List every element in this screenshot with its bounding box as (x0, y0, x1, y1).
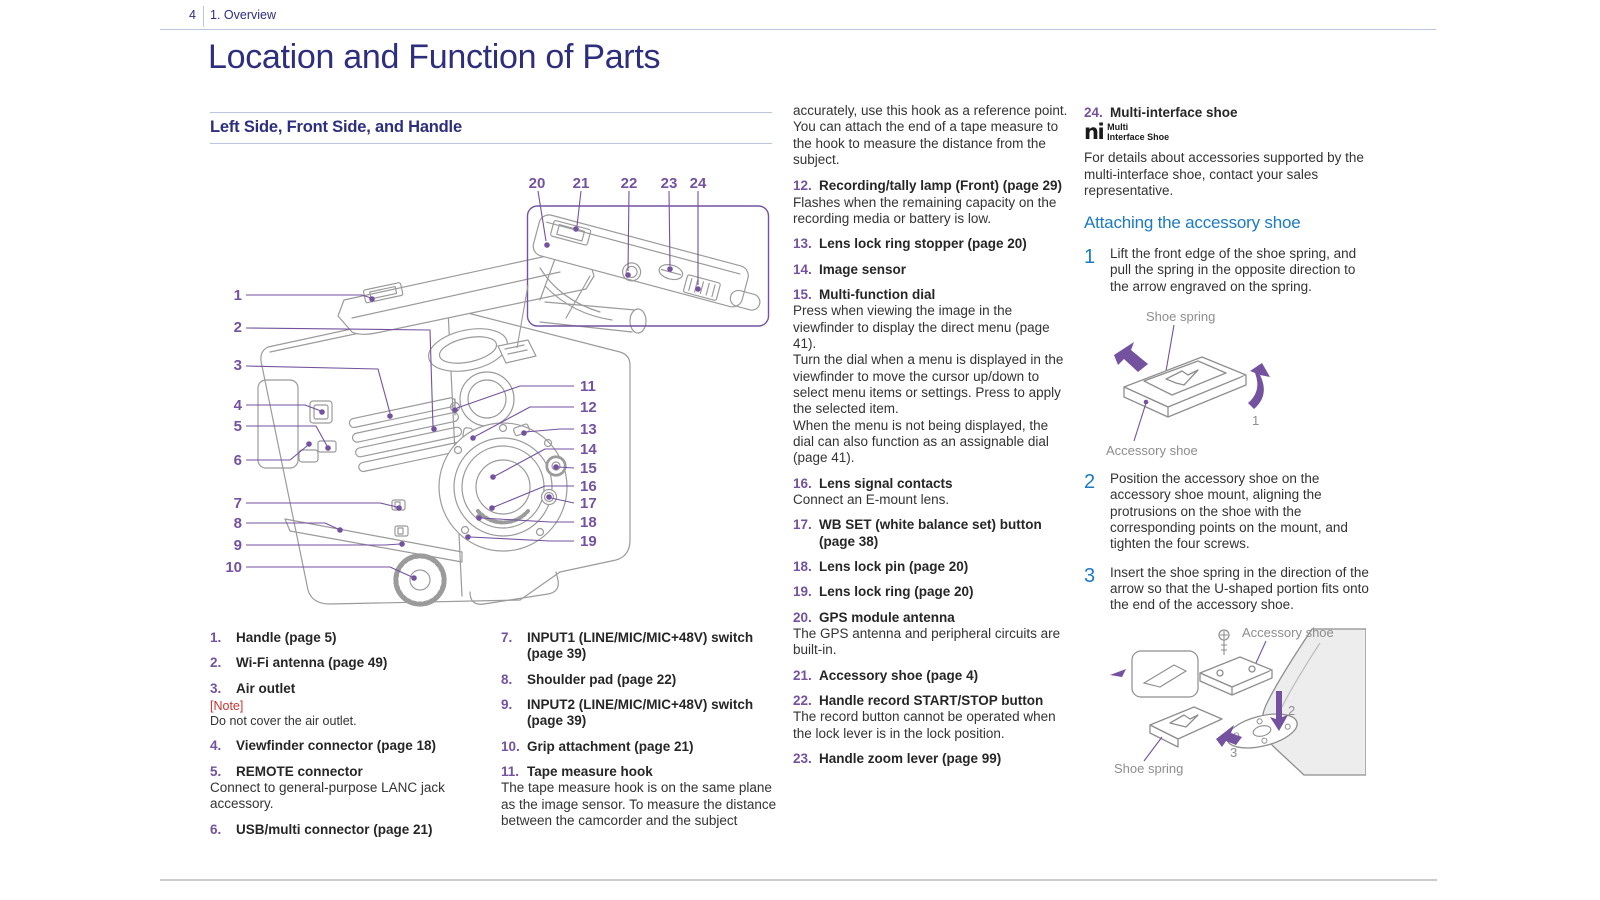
svg-text:3: 3 (1230, 745, 1238, 761)
item-number: 3. (210, 680, 222, 696)
list-item: 18. Lens lock pin (page 20) (793, 558, 969, 574)
parts-list-column-1 (210, 630, 482, 847)
svg-text:9: 9 (233, 537, 242, 554)
step-1: 1 Lift the front edge of the shoe spring, and pull the spring in the opposite direction to the arrow engraved on the spring. (1084, 245, 1357, 294)
svg-text:8: 8 (233, 515, 242, 532)
list-item: 9. INPUT2 (LINE/MIC/MIC+48V) switch (page 39) (501, 696, 754, 729)
item-number: 8. (501, 671, 513, 687)
item-number: 9. (501, 696, 513, 712)
parts-list-column-2 (501, 630, 783, 838)
svg-text:1: 1 (1252, 412, 1260, 428)
item-number: 22. (793, 692, 812, 708)
svg-text:24: 24 (689, 175, 707, 192)
svg-text:20: 20 (528, 175, 546, 192)
svg-text:10: 10 (225, 559, 242, 576)
item-number: 15. (793, 286, 812, 302)
svg-text:16: 16 (580, 478, 597, 495)
list-item: 13. Lens lock ring stopper (page 20) (793, 236, 1027, 252)
multi-interface-shoe-logo: ni Multi Interface Shoe (1084, 120, 1170, 145)
list-item: 16. Lens signal contacts Connect an E-mount lens. (793, 475, 953, 507)
step-number: 2 (1084, 470, 1096, 493)
list-item: 17. WB SET (white balance set) button (page 38) (793, 517, 1042, 549)
header-rule (160, 29, 1436, 30)
svg-text:Shoe spring: Shoe spring (1114, 761, 1184, 777)
list-item: 20. GPS module antenna The GPS antenna and peripheral circuits are built-in. (793, 609, 1061, 658)
svg-text:3: 3 (233, 357, 242, 374)
list-item: 5. REMOTE connector Connect to general-purpose LANC jack accessory. (210, 763, 445, 812)
list-item: 6. USB/multi connector (page 21) (210, 821, 433, 837)
item-number: 6. (210, 821, 222, 837)
item-number: 2. (210, 655, 222, 671)
note-label: [Note] (210, 698, 244, 713)
page-number: 4 (189, 8, 196, 22)
item-number: 19. (793, 584, 812, 600)
item-number: 4. (210, 738, 222, 754)
list-item: 1. Handle (page 5) (210, 630, 337, 645)
section-rule-bottom (210, 143, 772, 144)
svg-text:4: 4 (233, 397, 242, 414)
svg-text:6: 6 (233, 452, 242, 469)
step-number: 1 (1084, 245, 1096, 268)
header-divider (203, 6, 204, 27)
item-number: 10. (501, 738, 520, 754)
section-heading: Left Side, Front Side, and Handle (210, 118, 462, 136)
list-item: 22. Handle record START/STOP button The record button cannot be operated when the lock lever is in the lock position. (793, 692, 1056, 741)
item-number: 21. (793, 667, 812, 683)
item-number: 18. (793, 558, 812, 574)
list-item: 12. Recording/tally lamp (Front) (page 29) Flashes when the remaining capacity on the recording media or battery is low. (793, 178, 1063, 226)
item-number: 13. (793, 236, 812, 252)
section-heading-block (210, 112, 772, 144)
svg-text:21: 21 (572, 175, 590, 192)
svg-text:15: 15 (580, 460, 597, 477)
svg-text:18: 18 (580, 514, 597, 531)
svg-text:1: 1 (233, 287, 242, 304)
list-item: 3. Air outlet (210, 680, 296, 696)
item-number: 17. (793, 517, 812, 533)
list-item: 24. Multi-interface shoe (1084, 105, 1238, 120)
svg-text:12: 12 (580, 399, 597, 416)
list-item: 7. INPUT1 (LINE/MIC/MIC+48V) switch (page 39) (501, 630, 754, 662)
svg-text:19: 19 (580, 533, 597, 550)
parts-list-column-3 (793, 103, 1069, 776)
item-number: 24. (1084, 105, 1103, 120)
figure-shoe-spring-removal (1104, 307, 1369, 463)
svg-text:14: 14 (580, 441, 597, 458)
list-item: 4. Viewfinder connector (page 18) (210, 738, 437, 754)
list-item: 14. Image sensor (793, 261, 907, 277)
item-number: 23. (793, 750, 812, 766)
svg-text:2: 2 (1288, 703, 1296, 719)
item-number: 14. (793, 261, 812, 277)
svg-text:17: 17 (580, 495, 597, 512)
svg-text:22: 22 (620, 175, 638, 192)
svg-text:11: 11 (580, 378, 596, 395)
svg-text:2: 2 (233, 319, 242, 336)
page-bottom-rule (160, 879, 1437, 881)
list-item: 10. Grip attachment (page 21) (501, 738, 694, 754)
svg-text:Accessory shoe: Accessory shoe (1106, 442, 1198, 458)
item-number: 1. (210, 630, 222, 645)
svg-text:5: 5 (233, 418, 242, 435)
item-number: 20. (793, 609, 812, 625)
chapter-label: 1. Overview (210, 8, 276, 22)
step-3: 3 Insert the shoe spring in the direction of the arrow so that the U-shaped portion fits onto the end of the accessory shoe. (1084, 564, 1369, 613)
svg-text:Shoe spring: Shoe spring (1146, 308, 1216, 324)
step-2: 2 Position the accessory shoe on the accessory shoe mount, aligning the protrusions on the shoe with the corresponding points on the mount, and tighten the four screws. (1084, 470, 1348, 552)
list-item: 8. Shoulder pad (page 22) (501, 671, 677, 687)
item-number: 7. (501, 630, 513, 645)
item-number: 12. (793, 178, 812, 194)
list-item: 19. Lens lock ring (page 20) (793, 584, 974, 600)
item-number: 11. (501, 763, 520, 779)
list-item: 23. Handle zoom lever (page 99) (793, 750, 1002, 766)
svg-text:7: 7 (233, 495, 242, 512)
column-4: 24. Multi-interface shoe ni Multi Interface Shoe For details about accessories supported by the multi-interface shoe, contact your sales representative. Attaching the accessory shoe 1 Lift the front edge of the shoe spring, and pull the spring in the opposite direction to the arrow engraved on the spring. Shoe spring 1 Accessory shoe 2 Position the accessory shoe on the accessory shoe mount, aligning the protrusions on the shoe with the corresponding points on the mount, and tighten the four screws. 3 Insert the shoe spring in the direction of the arrow so that the U-shaped portion fits onto the end of the accessory shoe. Accessory shoe 3 2 Shoe spring (1084, 105, 1369, 777)
svg-text:13: 13 (580, 421, 597, 438)
svg-text:23: 23 (660, 175, 678, 192)
note-text: Do not cover the air outlet. (210, 714, 357, 729)
list-item: 11. Tape measure hook The tape measure hook is on the same plane as the image sensor. To measure the distance between the camcorder and the subject (501, 763, 777, 828)
camera-diagram (210, 160, 785, 625)
item-number: 16. (793, 475, 812, 491)
svg-text:Accessory shoe: Accessory shoe (1242, 625, 1334, 641)
item-number: 5. (210, 763, 222, 779)
subsection-heading: Attaching the accessory shoe (1084, 213, 1301, 233)
page-title: Location and Function of Parts (208, 38, 661, 76)
continuation-paragraph: accurately, use this hook as a reference point. You can attach the end of a tape measure to the hook to measure the distance from the subject. (793, 103, 1068, 167)
list-item: 15. Multi-function dial Press when viewing the image in the viewfinder to display the direct menu (page 41). Turn the dial when a menu is displayed in the viewfinder to move the cursor up/down to select menu items or settings. Press to apply the selected item. When the menu is not being displayed, the dial can also function as an assignable dial (page 41). (793, 286, 1064, 466)
list-item: 2. Wi-Fi antenna (page 49) (210, 655, 388, 671)
list-item: 21. Accessory shoe (page 4) (793, 667, 979, 683)
step-number: 3 (1084, 564, 1096, 587)
figure-shoe-spring-insertion (1104, 625, 1369, 777)
